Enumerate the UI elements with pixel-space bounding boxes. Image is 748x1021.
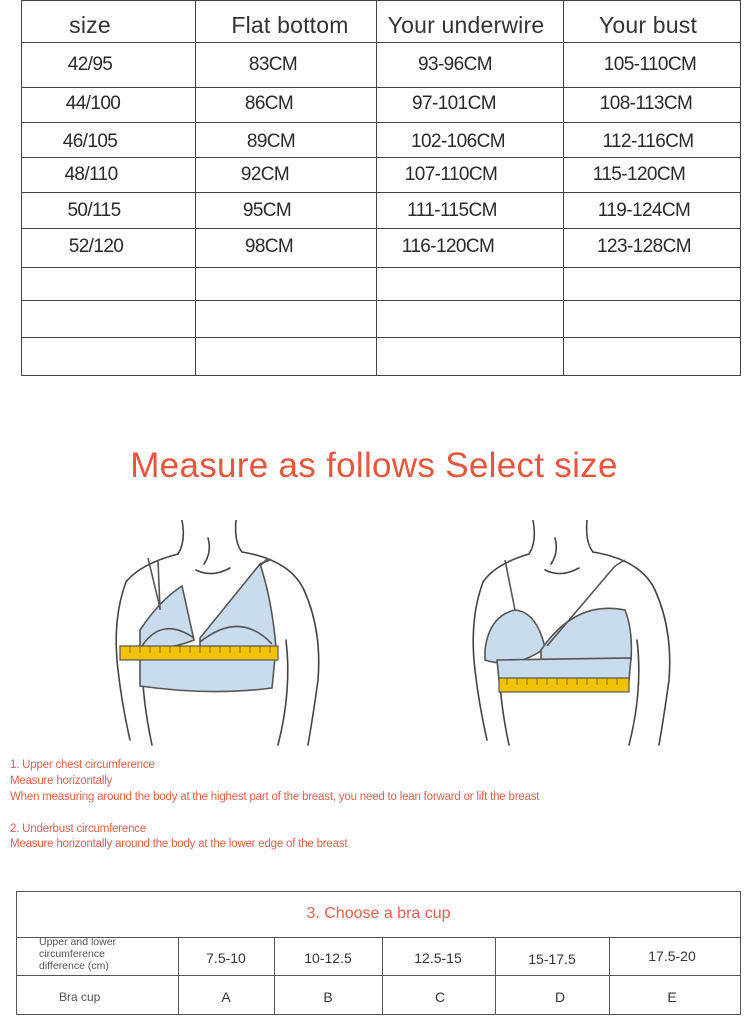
cup-cell: D [554, 989, 566, 1005]
difference-cell: 7.5-10 [206, 950, 246, 966]
table-cell: 52/120 [68, 236, 124, 257]
difference-cell: 15-17.5 [528, 951, 576, 967]
cup-cell: B [323, 989, 333, 1005]
table-cell: 123-128CM [597, 236, 691, 257]
table-cell: 93-96CM [418, 54, 492, 75]
table-border [178, 937, 179, 1014]
cup-table-title: 3. Choose a bra cup [306, 905, 451, 922]
cup-cell: E [667, 989, 677, 1005]
table-border [22, 300, 740, 301]
difference-cell: 10-12.5 [304, 950, 352, 966]
table-border [22, 42, 740, 43]
upper-chest-note-title: 1. Upper chest circumference [10, 759, 155, 771]
table-cell: 50/115 [67, 200, 121, 221]
upper-chest-note-line: When measuring around the body at the highest part of the breast, you need to lean forward or lift the breast [10, 791, 540, 803]
table-border [22, 87, 740, 88]
size-chart-table [21, 0, 741, 376]
table-cell: 46/105 [62, 131, 118, 152]
header-your-bust: Your bust [598, 12, 698, 38]
label-line: difference (cm) [39, 960, 109, 972]
table-border [22, 122, 740, 123]
difference-cell: 12.5-15 [414, 950, 462, 966]
table-cell: 95CM [242, 200, 292, 221]
underbust-illustration [455, 520, 695, 750]
label-line: Upper and lower [39, 936, 117, 948]
table-cell: 98CM [244, 236, 294, 257]
table-border [274, 937, 275, 1014]
difference-cell: 17.5-20 [648, 948, 696, 964]
table-cell: 116-120CM [401, 236, 495, 257]
table-cell: 119-124CM [597, 200, 691, 221]
table-cell: 86CM [244, 93, 294, 114]
table-border [382, 937, 383, 1014]
table-border [22, 157, 740, 158]
table-cell: 97-101CM [412, 93, 496, 114]
table-border [22, 337, 740, 338]
header-your-underwire: Your underwire [387, 12, 545, 38]
table-border [495, 937, 496, 1014]
upper-chest-illustration [100, 520, 340, 750]
header-size: size [69, 12, 111, 38]
table-cell: 83CM [248, 54, 298, 75]
underbust-note-line: Measure horizontally around the body at the lower edge of the breast [10, 838, 348, 850]
cup-cell: A [221, 989, 231, 1005]
table-cell: 107-110CM [404, 164, 498, 185]
cup-row-label: Bra cup [59, 990, 101, 1004]
cup-cell: C [434, 989, 446, 1005]
table-border [22, 228, 740, 229]
table-border [22, 192, 740, 193]
difference-row-label [39, 936, 116, 972]
table-cell: 92CM [240, 164, 290, 185]
table-cell: 108-113CM [599, 93, 693, 114]
table-cell: 112-116CM [602, 131, 694, 152]
label-line: circumference [39, 948, 105, 960]
table-border [195, 0, 196, 375]
table-cell: 115-120CM [592, 164, 686, 185]
table-cell: 89CM [246, 131, 296, 152]
table-border [17, 937, 740, 938]
table-cell: 102-106CM [411, 131, 505, 152]
table-cell: 44/100 [65, 93, 121, 114]
table-border [22, 267, 740, 268]
table-border [609, 937, 610, 1014]
table-border [22, 0, 740, 1]
table-cell: 105-110CM [603, 54, 697, 75]
page-title: Measure as follows Select size [130, 446, 618, 485]
header-flat-bottom: Flat bottom [231, 12, 349, 38]
table-cell: 48/110 [64, 164, 118, 185]
table-cell: 111-115CM [407, 200, 497, 221]
upper-chest-note-line: Measure horizontally [10, 775, 113, 787]
table-border [17, 975, 740, 976]
cup-size-table [16, 891, 741, 1015]
table-border [563, 0, 564, 375]
table-border [376, 0, 377, 375]
table-cell: 42/95 [67, 54, 113, 75]
underbust-note-title: 2. Underbust circumference [10, 823, 147, 835]
